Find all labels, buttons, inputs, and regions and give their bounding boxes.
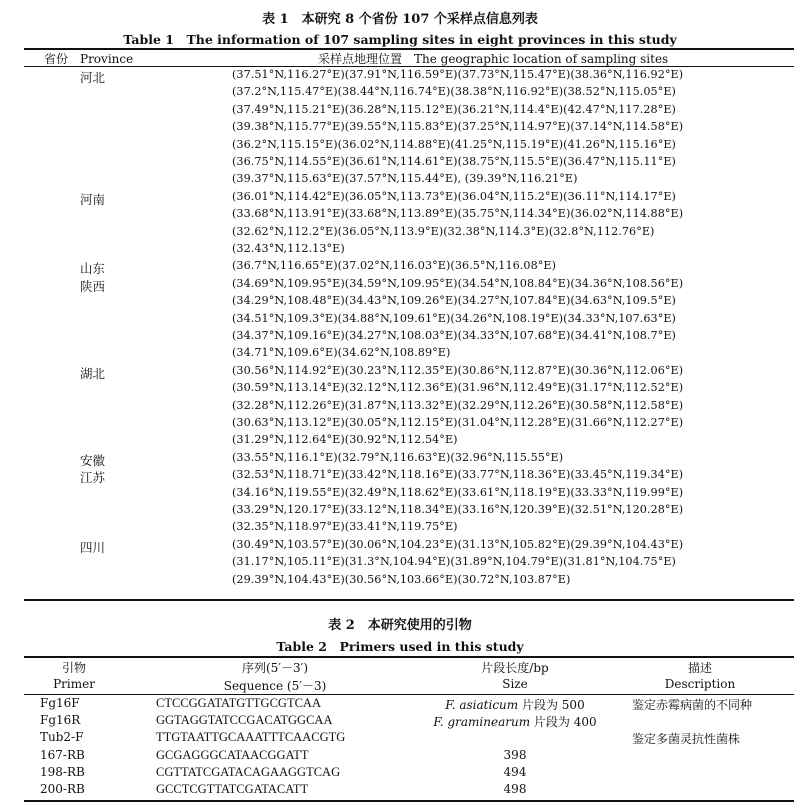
sampling-site-coordinates: (36.01°N,114.42°E)(36.05°N,113.73°E)(36.04°N,115.2°E)(36.11°N,114.17°E): [232, 189, 676, 203]
sampling-site-coordinates: (32.28°N,112.26°E)(31.87°N,113.32°E)(32.29°N,112.26°E)(30.58°N,112.58°E): [232, 398, 684, 412]
sampling-site-coordinates: (31.17°N,105.11°E)(31.3°N,104.94°E)(31.89°N,104.79°E)(31.81°N,104.75°E): [232, 555, 676, 569]
sampling-site-coordinates: (30.56°N,114.92°E)(30.23°N,112.35°E)(30.86°N,112.87°E)(30.36°N,112.06°E): [232, 363, 684, 377]
sampling-site-coordinates: (36.7°N,116.65°E)(37.02°N,116.03°E)(36.5°N,116.08°E): [232, 259, 557, 273]
sampling-site-coordinates: (33.68°N,113.91°E)(33.68°N,113.89°E)(35.75°N,114.34°E)(36.02°N,114.88°E): [232, 207, 684, 221]
sampling-site-coordinates: (30.49°N,103.57°E)(30.06°N,104.23°E)(31.13°N,105.82°E)(29.39°N,104.43°E): [232, 537, 684, 551]
sampling-site-coordinates: (32.53°N,118.71°E)(33.42°N,118.16°E)(33.77°N,118.36°E)(33.45°N,119.34°E): [232, 468, 684, 482]
table2-header-primer-cn: 引物: [61, 661, 86, 675]
sampling-site-coordinates: (37.2°N,115.47°E)(38.44°N,116.74°E)(38.38°N,116.92°E)(38.52°N,115.05°E): [232, 85, 676, 99]
primer-name: Fg16F: [40, 696, 80, 710]
sampling-site-coordinates: (36.2°N,115.15°E)(36.02°N,114.88°E)(41.25°N,115.19°E)(41.26°N,115.16°E): [232, 137, 676, 151]
province-name: 四川: [80, 539, 106, 555]
table2-header-description-en: Description: [664, 677, 736, 691]
province-name: 安徽: [80, 452, 106, 468]
sampling-site-coordinates: (31.29°N,112.64°E)(30.92°N,112.54°E): [232, 433, 458, 447]
sampling-site-coordinates: (34.37°N,109.16°E)(34.27°N,108.03°E)(34.33°N,107.68°E)(34.41°N,108.7°E): [232, 329, 676, 342]
sampling-site-coordinates: (34.51°N,109.3°E)(34.88°N,109.61°E)(34.26°N,108.19°E)(34.33°N,107.63°E): [232, 311, 676, 325]
province-name: 河北: [80, 70, 106, 85]
size-value: 494: [503, 764, 527, 779]
table1-bottom-rule: [24, 599, 794, 601]
table2-bottom-rule: [24, 800, 794, 802]
table2-top-rule: [24, 656, 794, 658]
table1-header-rule: [24, 66, 794, 67]
sampling-site-coordinates: (33.29°N,120.17°E)(33.12°N,118.34°E)(33.16°N,120.39°E)(32.51°N,120.28°E): [232, 503, 684, 516]
primer-sequence: GCCTCGTTATCGATACATT: [156, 782, 309, 796]
sampling-site-coordinates: (37.49°N,115.21°E)(36.28°N,115.12°E)(36.21°N,114.4°E)(42.47°N,117.28°E): [232, 102, 676, 116]
species-name: F. graminearum: [433, 715, 531, 730]
sampling-site-coordinates: (39.37°N,115.63°E)(37.57°N,115.44°E), (39.39°N,116.21°E): [232, 172, 578, 186]
table1-caption-cn: 表 1 本研究 8 个省份 107 个采样点信息列表: [262, 12, 538, 27]
size-value: 片段为 500: [518, 698, 585, 712]
sampling-site-coordinates: (32.62°N,112.2°E)(36.05°N,113.9°E)(32.38°N,114.3°E)(32.8°N,112.76°E): [232, 224, 655, 238]
size-value: 片段为 400: [530, 715, 597, 730]
table2-header-sequence-en: Sequence (5′－3): [223, 679, 327, 693]
fragment-size: [415, 696, 615, 713]
fragment-size: [415, 748, 615, 762]
primer-sequence: CGTTATCGATACAGAAGGTCAG: [156, 764, 341, 779]
table2-header-rule: [24, 694, 794, 695]
primer-sequence: CTCCGGATATGTTGCGTCAA: [156, 696, 321, 710]
province-name: 江苏: [80, 470, 106, 486]
sampling-site-coordinates: (29.39°N,104.43°E)(30.56°N,103.66°E)(30.72°N,103.87°E): [232, 572, 571, 586]
table1-caption-en: Table 1 The information of 107 sampling sites in eight provinces in this study: [123, 32, 677, 47]
province-name: 河南: [80, 191, 106, 207]
sampling-site-coordinates: (30.59°N,113.14°E)(32.12°N,112.36°E)(31.96°N,112.49°E)(31.17°N,112.52°E): [232, 381, 684, 395]
size-value: 498: [503, 782, 527, 796]
size-value: 398: [503, 747, 527, 762]
primer-name: Tub2-F: [40, 730, 84, 745]
table2-caption-cn: 表 2 本研究使用的引物: [328, 618, 472, 633]
table2-header-size-cn: 片段长度/bp: [481, 661, 549, 675]
province-name: 陕西: [80, 278, 106, 294]
fragment-size: [415, 782, 615, 796]
table2-header-sequence-cn: 序列(5′－3′): [241, 661, 309, 675]
table1-header-province: 省份 Province: [44, 52, 134, 66]
sampling-site-coordinates: (30.63°N,113.12°E)(30.05°N,112.15°E)(31.04°N,112.28°E)(31.66°N,112.27°E): [232, 416, 684, 429]
primer-name: 198-RB: [40, 764, 85, 779]
primer-description: 鉴定多菌灵抗性菌株: [632, 732, 741, 747]
species-name: F. asiaticum: [445, 698, 519, 712]
sampling-site-coordinates: (34.71°N,109.6°E)(34.62°N,108.89°E): [232, 346, 451, 360]
primer-sequence: TTGTAATTGCAAATTTCAACGTG: [156, 730, 346, 745]
fragment-size: [415, 713, 615, 730]
sampling-site-coordinates: (32.43°N,112.13°E): [232, 242, 345, 255]
primer-description: 鉴定赤霉病菌的不同种: [632, 698, 753, 712]
primer-sequence: GGTAGGTATCCGACATGGCAA: [156, 713, 333, 728]
table2-caption-en: Table 2 Primers used in this study: [276, 639, 524, 654]
primer-sequence: GCGAGGGCATAACGGATT: [156, 747, 309, 762]
fragment-size: [415, 765, 615, 779]
table2-header-description-cn: 描述: [687, 661, 712, 675]
sampling-site-coordinates: (37.51°N,116.27°E)(37.91°N,116.59°E)(37.73°N,115.47°E)(38.36°N,116.92°E): [232, 68, 684, 81]
primer-name: 167-RB: [40, 747, 85, 762]
province-name: 湖北: [80, 365, 106, 381]
sampling-site-coordinates: (34.16°N,119.55°E)(32.49°N,118.62°E)(33.61°N,118.19°E)(33.33°N,119.99°E): [232, 485, 684, 499]
primer-name: Fg16R: [40, 713, 81, 728]
sampling-site-coordinates: (36.75°N,114.55°E)(36.61°N,114.61°E)(38.75°N,115.5°E)(36.47°N,115.11°E): [232, 155, 676, 168]
sampling-site-coordinates: (32.35°N,118.97°E)(33.41°N,119.75°E): [232, 520, 458, 534]
table2-header-size-en: Size: [502, 677, 528, 691]
sampling-site-coordinates: (33.55°N,116.1°E)(32.79°N,116.63°E)(32.96°N,115.55°E): [232, 450, 564, 464]
province-name: 山东: [80, 261, 106, 277]
table1-header-location: 采样点地理位置 The geographic location of sampling sites: [318, 52, 669, 66]
primer-name: 200-RB: [40, 782, 85, 796]
sampling-site-coordinates: (34.29°N,108.48°E)(34.43°N,109.26°E)(34.27°N,107.84°E)(34.63°N,109.5°E): [232, 294, 676, 308]
sampling-site-coordinates: (39.38°N,115.77°E)(39.55°N,115.83°E)(37.25°N,114.97°E)(37.14°N,114.58°E): [232, 120, 684, 134]
table2-header-primer-en: Primer: [53, 677, 95, 691]
sampling-site-coordinates: (34.69°N,109.95°E)(34.59°N,109.95°E)(34.54°N,108.84°E)(34.36°N,108.56°E): [232, 276, 684, 290]
